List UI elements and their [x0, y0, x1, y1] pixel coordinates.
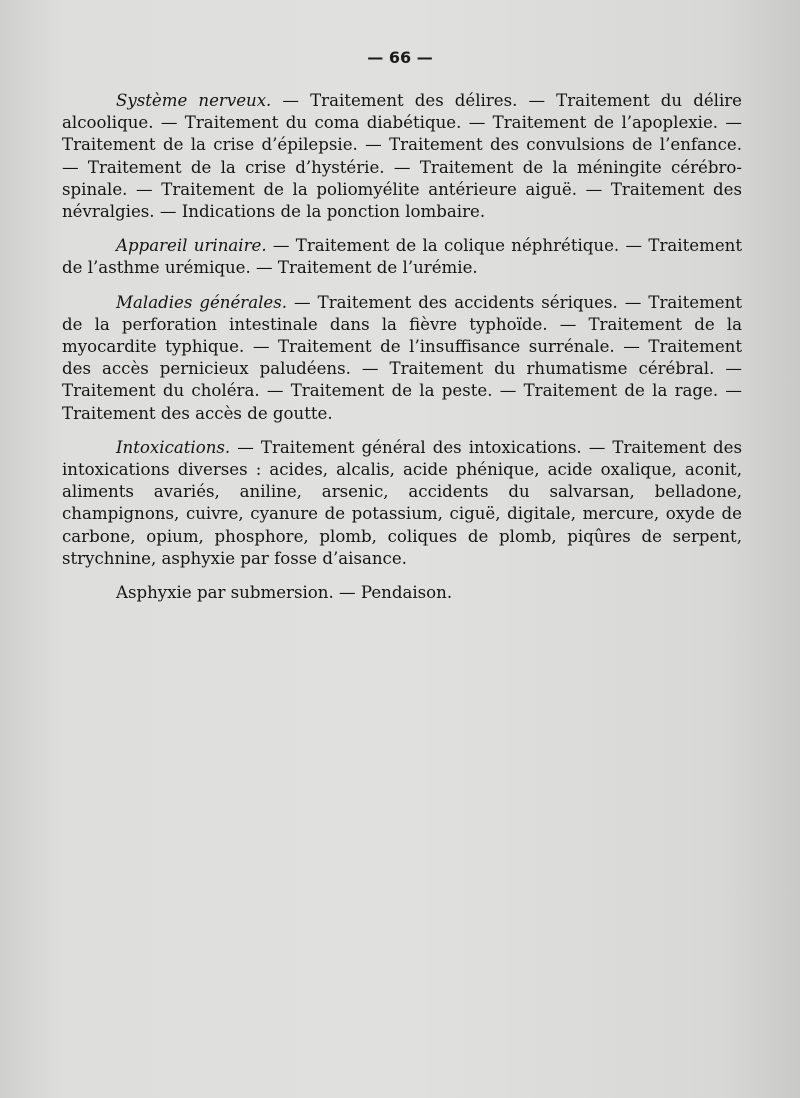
section-text: — Traitement des accidents sériques. — Traitement de la perforation intestinale dans la fièvre typhoïde. — Traitement de la myocardite typhique. — Traitement de l’insuffisance surrénale. — Traitement des accès pernicieux paludéens. — Traitement du rhumatisme cérébral. — Traitement du choléra. — Traitement de la peste. — Traitement de la rage. — Traitement des accès de goutte.	[62, 292, 742, 423]
section-systeme-nerveux	[62, 90, 742, 223]
section-text: — Traitement des délires. — Traitement du délire alcoolique. — Traitement du coma diabétique. — Traitement de l’apoplexie. — Traitement de la crise d’épilepsie. — Traitement des convulsions de l’enfance. — Traitement de la crise d’hystérie. — Traitement de la méningite cérébro-spinale. — Traitement de la poliomyélite antérieure aiguë. — Traitement des névralgies. — Indications de la ponction lombaire.	[62, 91, 743, 222]
section-intoxications	[62, 437, 742, 570]
section-text: — Traitement de la colique néphrétique. — Traitement de l’asthme urémique. — Traitement de l’urémie.	[62, 236, 742, 278]
section-appareil-urinaire	[62, 235, 742, 279]
section-heading: Intoxications.	[116, 437, 231, 457]
page-number: — 66 —	[367, 48, 433, 67]
section-heading: Appareil urinaire.	[116, 236, 267, 256]
section-heading: Système nerveux.	[116, 91, 272, 110]
section-heading: Maladies générales.	[116, 292, 288, 312]
page-body	[62, 90, 742, 616]
section-text: — Traitement général des intoxications. — Traitement des intoxications diverses : acides, alcalis, acide phénique, acide oxalique, aconit, aliments avariés, aniline, arsenic, accidents du salvarsan, belladone, champignons, cuivre, cyanure de potassium, ciguë, digitale, mercure, oxyde de carbone, opium, phosphore, plomb, coliques de plomb, piqûres de serpent, strychnine, asphyxie par fosse d’aisance.	[62, 437, 742, 568]
closing-line: Asphyxie par submersion. — Pendaison.	[116, 583, 453, 603]
section-maladies-generales	[62, 292, 742, 425]
